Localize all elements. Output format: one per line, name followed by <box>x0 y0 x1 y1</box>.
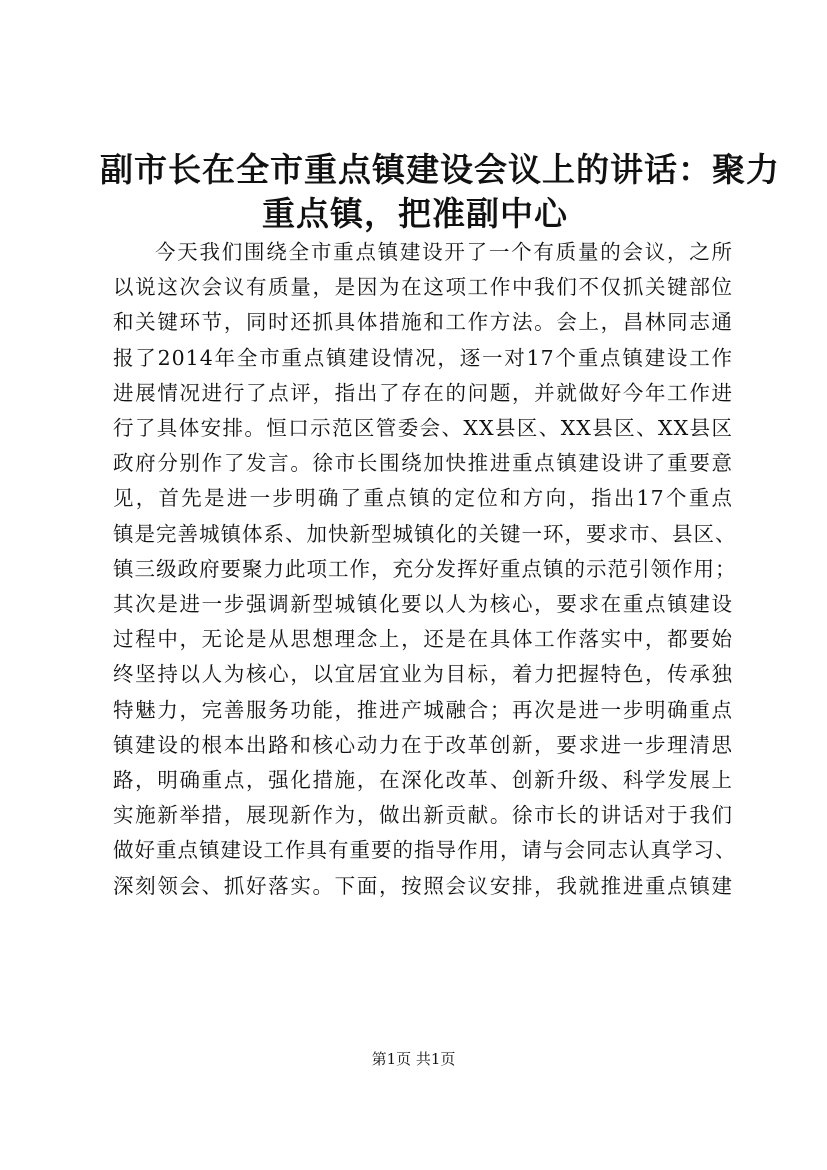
body-line: 今天我们围绕全市重点镇建设开了一个有质量的会议，之所 <box>155 240 733 264</box>
page-number-footer: 第1页 共1页 <box>371 1050 456 1068</box>
body-line: 镇是完善城镇体系、加快新型城镇化的关键一环，要求市、县区、 <box>113 521 737 546</box>
body-line: 路，明确重点，强化措施，在深化改革、创新升级、科学发展上 <box>113 768 733 793</box>
body-line: 其次是进一步强调新型城镇化要以人为核心，要求在重点镇建设 <box>113 592 733 617</box>
body-line: 过程中，无论是从思想理念上，还是在具体工作落实中，都要始 <box>113 627 733 652</box>
body-line: 特魅力，完善服务功能，推进产城融合；再次是进一步明确重点 <box>113 697 733 722</box>
title-line: 重点镇，把准副中心 <box>262 194 568 233</box>
body-line: 深刻领会、抓好落实。下面，按照会议安排，我就推进重点镇建 <box>113 873 733 898</box>
body-line: 见，首先是进一步明确了重点镇的定位和方向，指出17个重点 <box>113 486 733 511</box>
body-line: 实施新举措，展现新作为，做出新贡献。徐市长的讲话对于我们 <box>113 803 733 828</box>
body-line: 做好重点镇建设工作具有重要的指导作用，请与会同志认真学习、 <box>113 838 737 863</box>
document-body <box>113 235 737 904</box>
body-line: 进展情况进行了点评，指出了存在的问题，并就做好今年工作进 <box>113 380 733 405</box>
title-line: 副市长在全市重点镇建设会议上的讲话：聚力 <box>100 150 780 189</box>
body-line: 政府分别作了发言。徐市长围绕加快推进重点镇建设讲了重要意 <box>113 451 733 476</box>
body-line: 报了2014年全市重点镇建设情况，逐一对17个重点镇建设工作 <box>113 345 733 370</box>
body-line: 镇建设的根本出路和核心动力在于改革创新，要求进一步理清思 <box>113 732 733 757</box>
document-title <box>100 148 780 236</box>
body-line: 终坚持以人为核心，以宜居宜业为目标，着力把握特色，传承独 <box>113 662 733 687</box>
body-line: 以说这次会议有质量，是因为在这项工作中我们不仅抓关键部位 <box>113 275 733 300</box>
body-line: 镇三级政府要聚力此项工作，充分发挥好重点镇的示范引领作用； <box>113 556 737 581</box>
body-line: 和关键环节，同时还抓具体措施和工作方法。会上，昌林同志通 <box>113 310 733 335</box>
body-line: 行了具体安排。恒口示范区管委会、XX县区、XX县区、XX县区 <box>113 416 733 441</box>
